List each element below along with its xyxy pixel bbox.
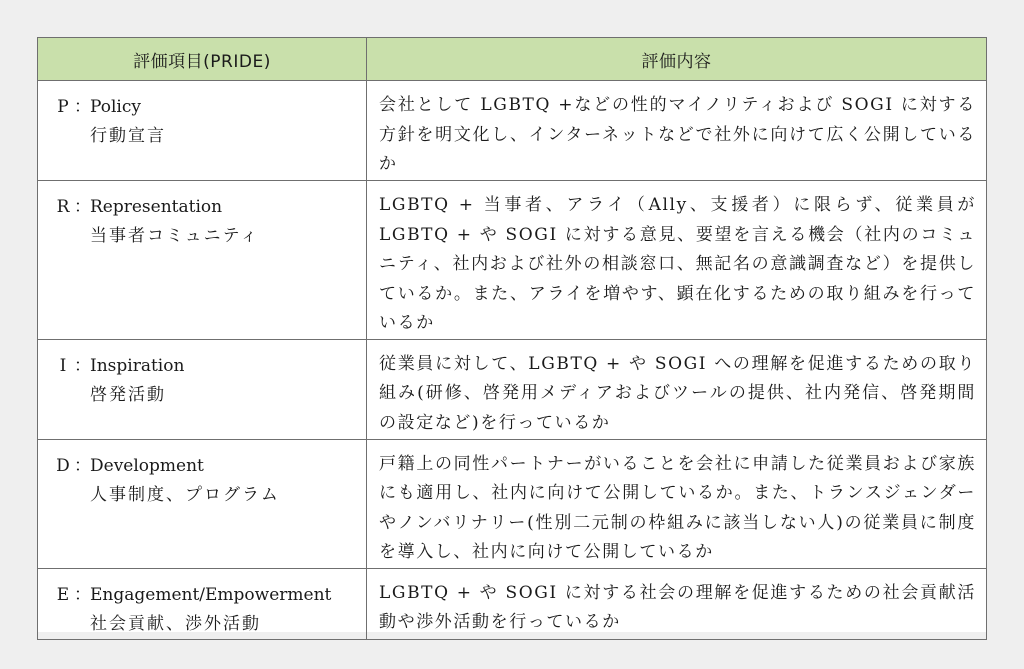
pride-evaluation-table	[37, 37, 987, 640]
header-evaluation-item: 評価項目(PRIDE)	[38, 38, 367, 81]
item-colon: ：	[74, 197, 91, 217]
item-english-name: Engagement/Empowerment	[90, 584, 332, 605]
pride-evaluation-table-wrapper	[37, 37, 986, 632]
item-cell	[38, 568, 367, 639]
item-letter: D	[56, 455, 70, 476]
item-cell	[38, 439, 367, 568]
item-english-name: Development	[90, 455, 204, 476]
content-cell: 会社として LGBTQ +などの性的マイノリティおよび SOGI に対する方針を明文化し、インターネットなどで社外に向けて広く公開しているか	[367, 81, 987, 181]
item-english-name: Policy	[90, 97, 141, 117]
item-colon: ：	[74, 584, 91, 605]
item-colon: ：	[74, 455, 91, 476]
item-cell	[38, 339, 367, 439]
item-letter: I	[59, 355, 67, 376]
item-cell	[38, 81, 367, 181]
table-row-inspiration	[38, 339, 987, 439]
table-row-development	[38, 439, 987, 568]
item-english-name: Inspiration	[90, 355, 185, 376]
header-evaluation-content: 評価内容	[367, 38, 987, 81]
item-japanese-name: 人事制度、プログラム	[90, 484, 280, 505]
table-row-representation	[38, 181, 987, 340]
table-header-row	[38, 38, 987, 81]
item-japanese-name: 啓発活動	[90, 384, 166, 405]
item-english-name: Representation	[90, 197, 223, 217]
item-japanese-name: 当事者コミュニティ	[90, 226, 260, 246]
content-cell: LGBTQ + 当事者、アライ（Ally、支援者）に限らず、従業員が LGBTQ + や SOGI に対する意見、要望を言える機会（社内のコミュニティ、社内および社外の相談窓口、無記名の意識調査など）を提供しているか。また、アライを増やす、顕在化するための取り組みを行っているか	[367, 181, 987, 340]
item-letter: R	[56, 197, 70, 217]
item-colon: ：	[74, 355, 91, 376]
item-letter: P	[57, 97, 69, 117]
table-row-engagement	[38, 568, 987, 639]
item-colon: ：	[74, 97, 91, 117]
item-japanese-name: 行動宣言	[90, 126, 166, 146]
item-cell	[38, 181, 367, 340]
item-japanese-name: 社会貢献、渉外活動	[90, 613, 261, 634]
content-cell: LGBTQ + や SOGI に対する社会の理解を促進するための社会貢献活動や渉外活動を行っているか	[367, 568, 987, 639]
content-cell: 従業員に対して、LGBTQ + や SOGI への理解を促進するための取り組み(研修、啓発用メディアおよびツールの提供、社内発信、啓発期間の設定など)を行っているか	[367, 339, 987, 439]
table-row-policy	[38, 81, 987, 181]
content-cell: 戸籍上の同性パートナーがいることを会社に申請した従業員および家族にも適用し、社内に向けて公開しているか。また、トランスジェンダーやノンバリナリー(性別二元制の枠組みに該当しない人)の従業員に制度を導入し、社内に向けて公開しているか	[367, 439, 987, 568]
item-letter: E	[56, 584, 70, 605]
